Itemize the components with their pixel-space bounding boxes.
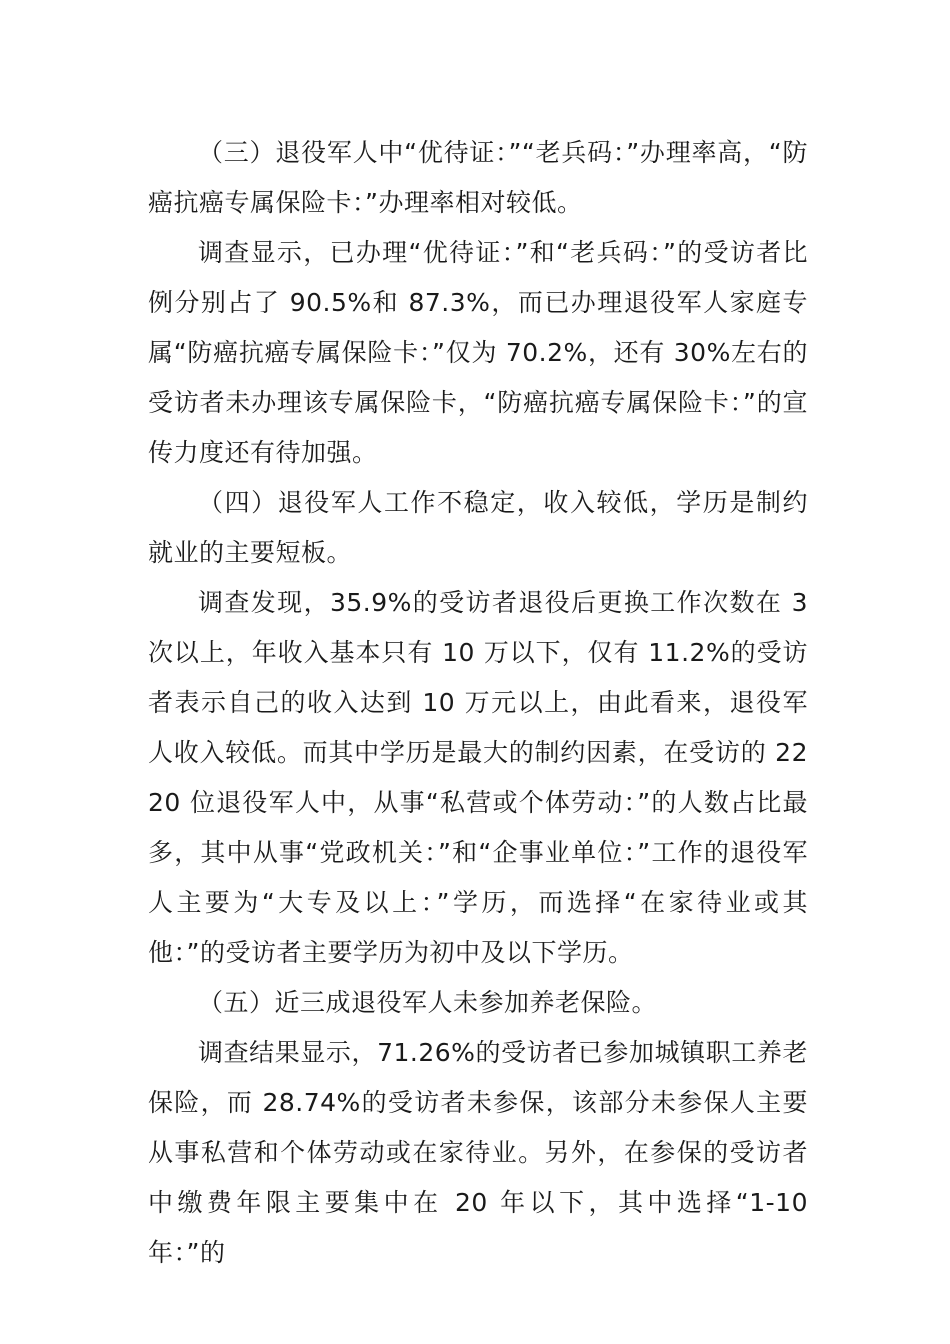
section-heading-4: （四）退役军人工作不稳定，收入较低，学历是制约就业的主要短板。 <box>148 488 808 567</box>
body-paragraph: 调查显示，已办理“优待证：”和“老兵码：”的受访者比例分别占了 90.5%和 87.3%，而已办理退役军人家庭专属“防癌抗癌专属保险卡：”仅为 70.2%，还有 30%左右的受访者未办理该专属保险卡，“防癌抗癌专属保险卡：”的宣传力度还有待加强。 <box>148 238 808 467</box>
section-heading-3: （三）退役军人中“优待证：”“老兵码：”办理率高，“防癌抗癌专属保险卡：”办理率相对较低。 <box>148 138 808 217</box>
document-page <box>148 128 808 1278</box>
body-paragraph: 调查结果显示，71.26%的受访者已参加城镇职工养老保险，而 28.74%的受访者未参保，该部分未参保人主要从事私营和个体劳动或在家待业。另外，在参保的受访者中缴费年限主要集中在 20 年以下，其中选择“1-10 年：”的 <box>148 1038 808 1267</box>
body-paragraph: 调查发现，35.9%的受访者退役后更换工作次数在 3 次以上，年收入基本只有 10 万以下，仅有 11.2%的受访者表示自己的收入达到 10 万元以上，由此看来，退役军人收入较低。而其中学历是最大的制约因素，在受访的 2220 位退役军人中，从事“私营或个体劳动：”的人数占比最多，其中从事“党政机关：”和“企事业单位：”工作的退役军人主要为“大专及以上：”学历，而选择“在家待业或其他：”的受访者主要学历为初中及以下学历。 <box>148 588 808 967</box>
section-heading-5: （五）近三成退役军人未参加养老保险。 <box>198 988 658 1017</box>
